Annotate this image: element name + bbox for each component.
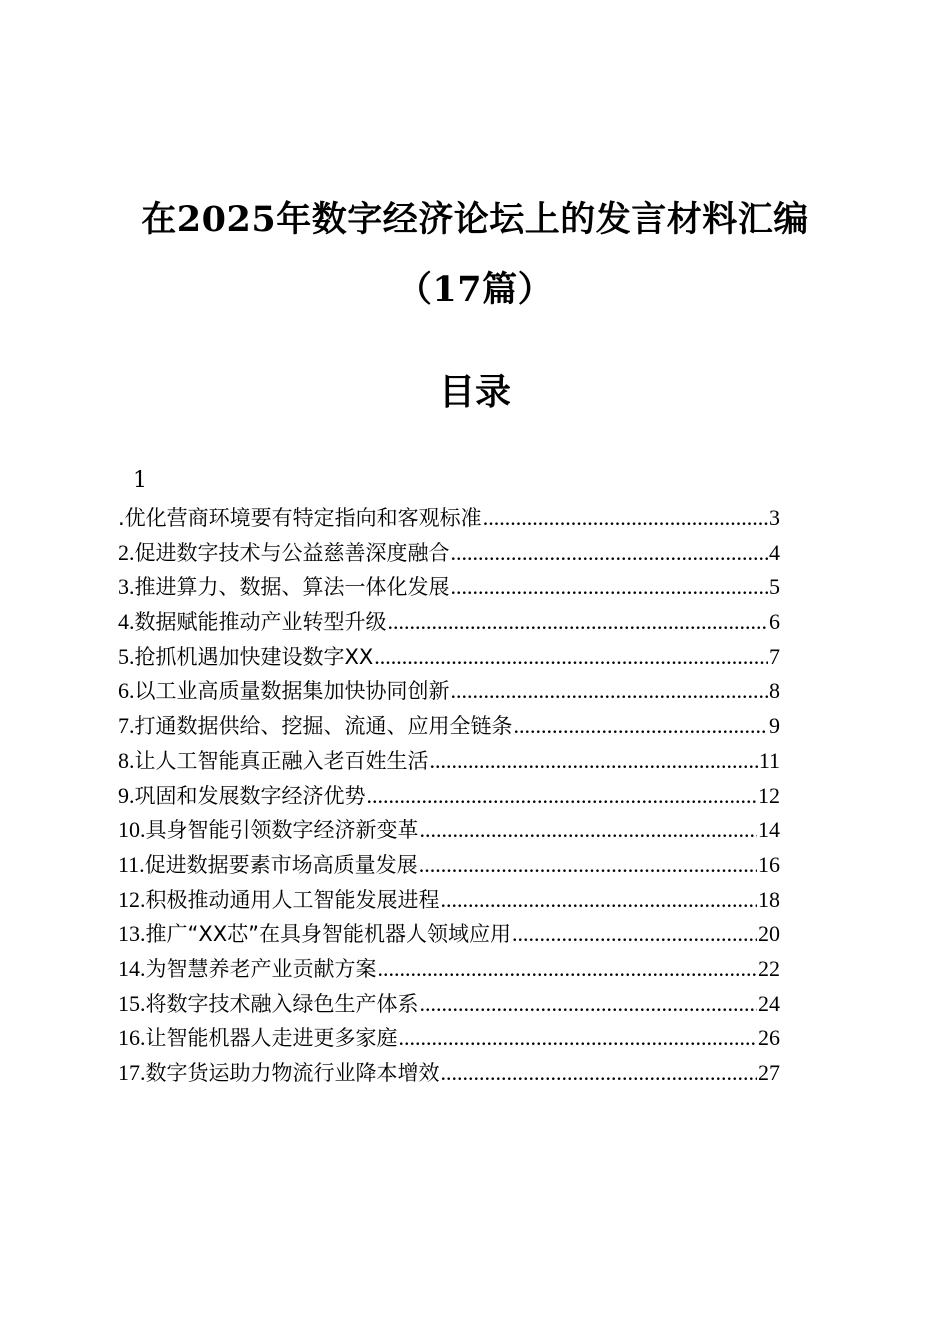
toc-dot-leader bbox=[441, 887, 758, 913]
toc-entry-title: 促进数字技术与公益慈善深度融合 bbox=[134, 540, 450, 565]
toc-entry-title: 促进数据要素市场高质量发展 bbox=[144, 852, 418, 877]
toc-entry-number: 11. bbox=[118, 851, 145, 877]
toc-entry-page: 26 bbox=[758, 1025, 780, 1051]
toc-entry-title: 积极推动通用人工智能发展进程 bbox=[145, 887, 440, 912]
toc-entry[interactable] bbox=[118, 780, 780, 815]
toc-entry[interactable] bbox=[118, 675, 780, 710]
toc-entry-number: 4. bbox=[118, 609, 135, 635]
toc-entry[interactable] bbox=[118, 606, 780, 641]
toc-entry[interactable] bbox=[118, 537, 780, 572]
toc-entry[interactable] bbox=[118, 1057, 780, 1092]
toc-entry-number: 17. bbox=[118, 1060, 146, 1085]
toc-dot-leader bbox=[512, 921, 757, 947]
toc-entry-page: 14 bbox=[758, 817, 780, 843]
toc-entry-number: 14. bbox=[118, 955, 146, 981]
toc-entry-number: 15. bbox=[118, 990, 146, 1016]
toc-entry-title: 抢抓机遇加快建设数字XX bbox=[134, 644, 374, 669]
toc-entry-number: 2. bbox=[118, 539, 135, 565]
toc-entry-page: 6 bbox=[769, 609, 780, 635]
toc-entry-title: 巩固和发展数字经济优势 bbox=[134, 783, 366, 808]
toc-entry-title: .优化营商环境要有特定指向和客观标准 bbox=[118, 506, 482, 530]
toc-entry-page: 16 bbox=[758, 851, 780, 877]
toc-entry-number: 3. bbox=[118, 574, 135, 600]
toc-entry-title: 数字货运助力物流行业降本增效 bbox=[145, 1061, 440, 1085]
toc-dot-leader bbox=[451, 678, 769, 704]
toc-entry-page: 18 bbox=[758, 886, 780, 912]
toc-entry-page: 8 bbox=[769, 678, 780, 704]
toc-entry-page: 20 bbox=[758, 921, 780, 947]
toc-entry[interactable] bbox=[118, 918, 780, 953]
toc-dot-leader bbox=[374, 644, 768, 670]
toc-entry-title: 让人工智能真正融入老百姓生活 bbox=[134, 748, 429, 773]
toc-entry-title: 为智慧养老产业贡献方案 bbox=[145, 956, 377, 981]
toc-dot-leader bbox=[420, 817, 758, 843]
toc-entry[interactable] bbox=[118, 1022, 780, 1057]
toc-entry-number: 5. bbox=[118, 643, 135, 669]
toc-entry-page: 9 bbox=[769, 713, 780, 739]
toc-first-entry-number: 1 bbox=[133, 468, 147, 493]
document-subtitle-count: （17篇） bbox=[396, 269, 554, 310]
toc-entry-page: 24 bbox=[758, 990, 780, 1016]
toc-entry-title: 具身智能引领数字经济新变革 bbox=[145, 818, 419, 843]
toc-dot-leader bbox=[399, 1025, 758, 1051]
toc-entry-page: 4 bbox=[769, 539, 780, 565]
toc-entry-title: 以工业高质量数据集加快协同创新 bbox=[134, 679, 450, 704]
toc-entry-number: 7. bbox=[118, 713, 135, 739]
toc-entry[interactable] bbox=[118, 710, 780, 745]
toc-dot-leader bbox=[420, 991, 758, 1017]
toc-entry-title: 推广“XX芯”在具身智能机器人领域应用 bbox=[145, 922, 512, 947]
toc-entry-number: 10. bbox=[118, 817, 146, 843]
toc-entry-number: 6. bbox=[118, 678, 135, 704]
toc-entry[interactable] bbox=[118, 571, 780, 606]
toc-entry-page: 7 bbox=[769, 643, 780, 669]
toc-entry-number: 8. bbox=[118, 747, 135, 773]
toc-dot-leader bbox=[378, 956, 758, 982]
toc-dot-leader bbox=[367, 783, 758, 809]
toc-entry-title: 推进算力、数据、算法一体化发展 bbox=[134, 575, 450, 600]
toc-entry[interactable] bbox=[118, 849, 780, 884]
toc-entry[interactable] bbox=[118, 953, 780, 988]
toc-entry-page: 12 bbox=[758, 782, 780, 808]
toc-entry-number: 9. bbox=[118, 782, 135, 808]
toc-entry-page: 22 bbox=[758, 955, 780, 981]
toc-dot-leader bbox=[514, 713, 769, 739]
toc-entry[interactable] bbox=[118, 988, 780, 1023]
toc-entry-page: 27 bbox=[758, 1060, 780, 1085]
toc-entry-page: 3 bbox=[769, 505, 780, 530]
toc-dot-leader bbox=[451, 574, 769, 600]
toc-dot-leader bbox=[483, 505, 768, 531]
toc-entry-number: 16. bbox=[118, 1025, 146, 1051]
toc-entry[interactable] bbox=[118, 641, 780, 676]
table-of-contents bbox=[118, 502, 780, 1092]
toc-entry-title: 让智能机器人走进更多家庭 bbox=[145, 1026, 398, 1051]
toc-entry[interactable] bbox=[118, 745, 780, 780]
toc-entry[interactable] bbox=[118, 884, 780, 919]
toc-dot-leader bbox=[430, 748, 758, 774]
toc-entry-title: 打通数据供给、挖掘、流通、应用全链条 bbox=[134, 714, 513, 739]
toc-entry[interactable] bbox=[118, 814, 780, 849]
toc-heading: 目录 bbox=[438, 371, 511, 413]
toc-entry-title: 数据赋能推动产业转型升级 bbox=[134, 610, 387, 635]
toc-dot-leader bbox=[419, 852, 757, 878]
toc-entry[interactable] bbox=[118, 502, 780, 537]
toc-dot-leader bbox=[388, 609, 769, 635]
toc-dot-leader bbox=[451, 540, 769, 566]
toc-entry-page: 5 bbox=[769, 574, 780, 600]
toc-entry-number: 13. bbox=[118, 921, 146, 947]
toc-entry-title: 将数字技术融入绿色生产体系 bbox=[145, 991, 419, 1016]
toc-entry-number: 12. bbox=[118, 886, 146, 912]
toc-entry-page: 11 bbox=[758, 747, 780, 773]
document-title: 在2025年数字经济论坛上的发言材料汇编 bbox=[141, 199, 809, 240]
toc-dot-leader bbox=[441, 1060, 758, 1086]
